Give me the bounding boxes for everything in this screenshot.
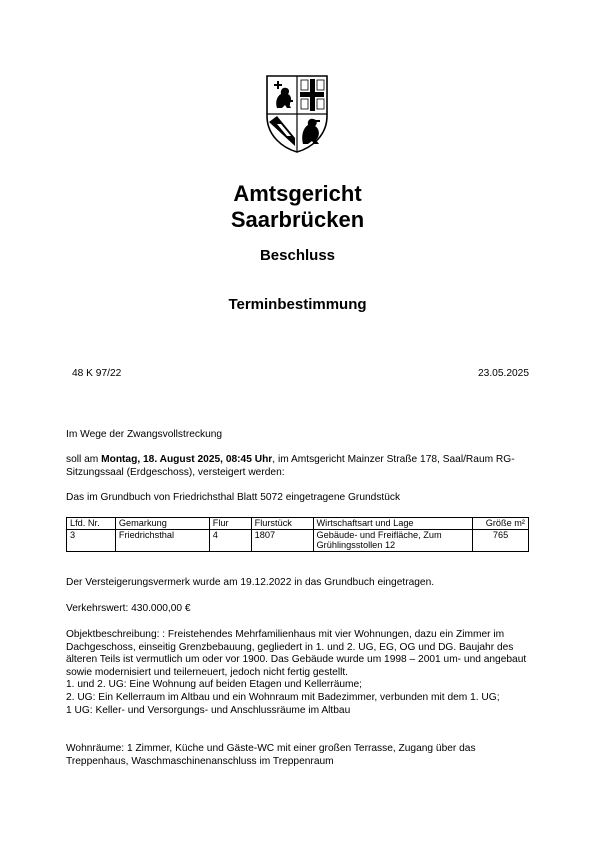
termin-paragraph [66, 454, 530, 479]
cell-wirtschaftsart: Gebäude- und Freifläche, Zum Grühlingsstollen 12 [313, 529, 473, 551]
termin-date: Montag, 18. August 2025, 08:45 Uhr [101, 454, 273, 465]
cell-lfd-nr: 3 [67, 529, 116, 551]
col-gemarkung: Gemarkung [115, 518, 209, 530]
objekt-line-3: 2. UG: Ein Kellerraum im Altbau und ein Wohnraum mit Badezimmer, verbunden mit dem 1. UG; [66, 691, 500, 703]
document-date: 23.05.2025 [478, 368, 529, 379]
col-wirtschaftsart: Wirtschaftsart und Lage [313, 518, 473, 530]
vermerk-paragraph: Der Versteigerungsvermerk wurde am 19.12.2022 in das Grundbuch eingetragen. [66, 577, 435, 588]
table-header-row [67, 518, 529, 530]
cell-flurstueck: 1807 [251, 529, 313, 551]
col-flur: Flur [209, 518, 251, 530]
cell-flur: 4 [209, 529, 251, 551]
termin-suffix: , im Amtsgericht Mainzer Straße 178, Saal/Raum RG-Sitzungssaal (Erdgeschoss), versteigert werden: [66, 454, 515, 478]
cell-gemarkung: Friedrichsthal [115, 529, 209, 551]
col-lfd-nr: Lfd. Nr. [67, 518, 116, 530]
col-flurstueck: Flurstück [251, 518, 313, 530]
case-number: 48 K 97/22 [72, 368, 122, 379]
objekt-paragraph [66, 629, 530, 717]
document-title: Beschluss [259, 247, 336, 264]
table-row [67, 529, 529, 551]
court-name-line1: Amtsgericht [233, 181, 362, 206]
grundbuch-paragraph: Das im Grundbuch von Friedrichsthal Blatt 5072 eingetragene Grundstück [66, 492, 401, 503]
wohnraeume-paragraph: Wohnräume: 1 Zimmer, Küche und Gäste-WC mit einer großen Terrasse, Zugang über das Treppenhaus, Waschmaschinenanschluss im Treppenraum [66, 743, 476, 767]
property-table [66, 517, 529, 552]
document-subtitle: Terminbestimmung [228, 296, 367, 313]
objekt-line-2: 1. und 2. UG: Eine Wohnung auf beiden Etagen und Kellerräume; [66, 679, 363, 691]
court-name-line2: Saarbrücken [230, 207, 365, 232]
coat-of-arms-icon [265, 74, 329, 154]
cell-groesse: 765 [473, 529, 529, 551]
objekt-line-4: 1 UG: Keller- und Versorgungs- und Anschlussräume im Altbau [66, 704, 351, 716]
objekt-line-1: Objektbeschreibung: : Freistehendes Mehrfamilienhaus mit vier Wohnungen, dazu ein Zimmer im Dachgeschoss, einseitig Grenzbebauung, gegliedert in 1. und 2. UG, EG, OG und DG. Baujahr des älteren Teils ist vermutlich um oder vor 1900. Das Gebäude wurde um 1998 – 2001 um- und angebaut sowie modernisiert und teilerneuert, jedoch nicht fertig gestellt. [66, 629, 527, 678]
termin-prefix: soll am [66, 454, 102, 465]
intro-paragraph: Im Wege der Zwangsvollstreckung [66, 429, 223, 440]
col-groesse: Größe m² [473, 518, 529, 530]
verkehrswert-paragraph: Verkehrswert: 430.000,00 € [66, 603, 191, 614]
